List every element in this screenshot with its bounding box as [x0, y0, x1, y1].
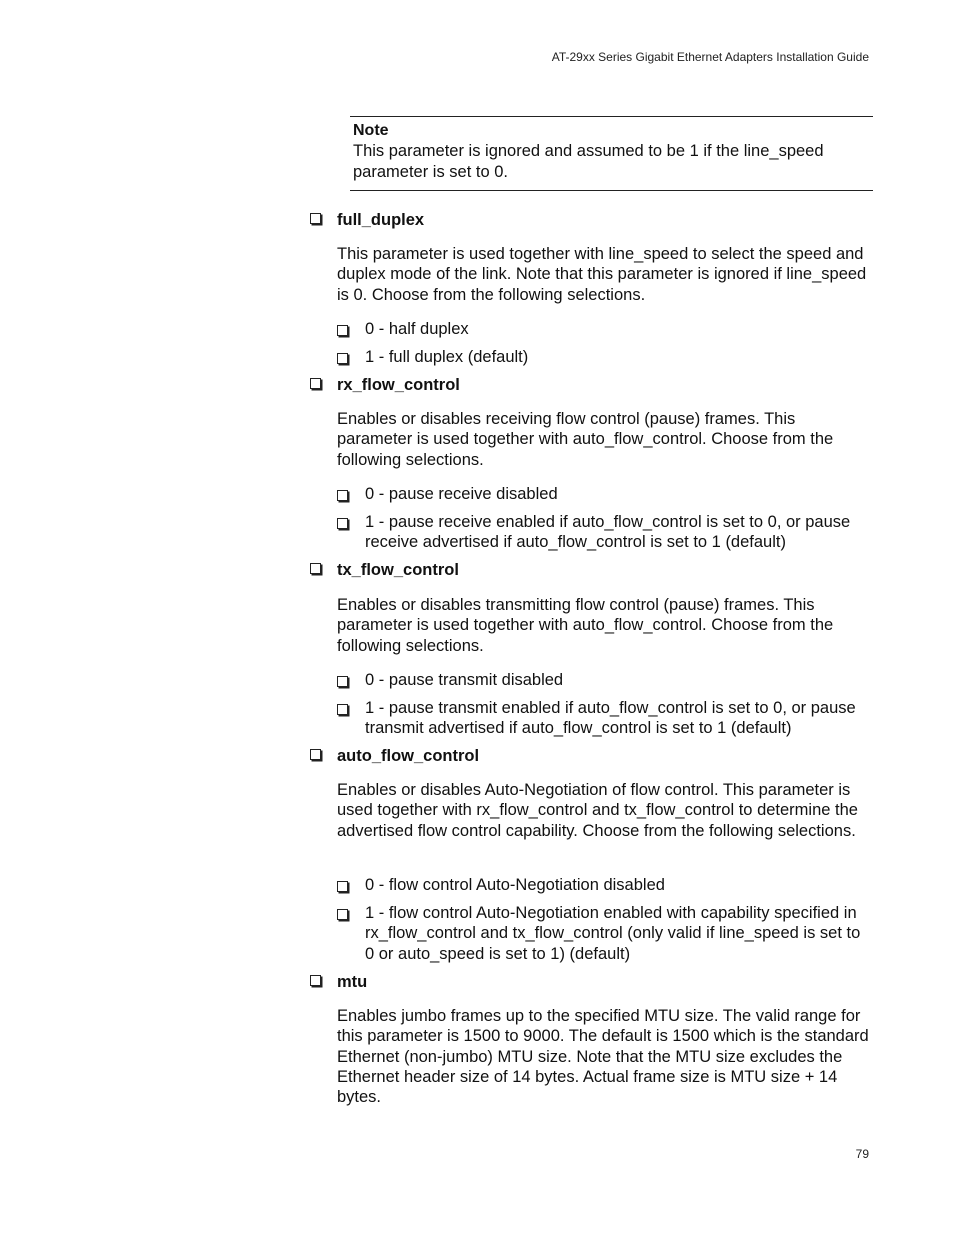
option-text: 1 - pause receive enabled if auto_flow_control is set to 0, or pause receive advertised if auto_flow_control is set to 1 (default) [365, 513, 851, 552]
option-item [337, 698, 870, 739]
param-description: This parameter is used together with line_speed to select the speed and duplex mode of the link. Note that this parameter is ignored if line_speed is 0. Choose from the following selections. [337, 245, 867, 304]
checkbox-bullet-icon [310, 975, 321, 986]
note-text: This parameter is ignored and assumed to be 1 if the line_speed parameter is set to 0. [353, 142, 824, 181]
checkbox-bullet-icon [337, 704, 348, 715]
param-heading-full-duplex [310, 210, 424, 230]
param-heading-mtu [310, 972, 367, 992]
option-item [337, 670, 870, 690]
running-header: AT-29xx Series Gigabit Ethernet Adapters Installation Guide [551, 50, 869, 64]
page-number: 79 [855, 1147, 869, 1161]
checkbox-bullet-icon [337, 518, 348, 529]
option-item [337, 903, 870, 964]
note-box [350, 116, 873, 191]
param-heading-rx-flow-control [310, 375, 460, 395]
checkbox-bullet-icon [310, 213, 321, 224]
checkbox-bullet-icon [337, 881, 348, 892]
option-text: 0 - flow control Auto-Negotiation disabled [365, 876, 665, 894]
checkbox-bullet-icon [337, 909, 348, 920]
param-name: tx_flow_control [337, 561, 459, 579]
param-name: auto_flow_control [337, 747, 480, 765]
option-item [337, 875, 870, 895]
option-text: 1 - full duplex (default) [365, 348, 529, 366]
option-item [337, 484, 870, 504]
option-item [337, 319, 870, 339]
option-text: 0 - pause transmit disabled [365, 671, 564, 689]
checkbox-bullet-icon [337, 676, 348, 687]
option-text: 0 - pause receive disabled [365, 485, 558, 503]
param-name: full_duplex [337, 211, 425, 229]
param-description: Enables or disables receiving flow control (pause) frames. This parameter is used together with auto_flow_control. Choose from the following selections. [337, 410, 834, 469]
param-heading-tx-flow-control [310, 560, 459, 580]
param-description: Enables jumbo frames up to the specified MTU size. The valid range for this parameter is 1500 to 9000. The default is 1500 which is the standard Ethernet (non-jumbo) MTU size. Note that the MTU size excludes the Ethernet header size of 14 bytes. Actual frame size is MTU size + 14 bytes. [337, 1007, 869, 1107]
checkbox-bullet-icon [310, 749, 321, 760]
option-item [337, 347, 870, 367]
option-text: 0 - half duplex [365, 320, 469, 338]
checkbox-bullet-icon [337, 353, 348, 364]
checkbox-bullet-icon [310, 563, 321, 574]
param-name: mtu [337, 973, 368, 991]
option-text: 1 - pause transmit enabled if auto_flow_control is set to 0, or pause transmit advertised if auto_flow_control is set to 1 (default) [365, 699, 856, 738]
param-heading-auto-flow-control [310, 746, 479, 766]
option-item [337, 512, 870, 553]
param-name: rx_flow_control [337, 376, 460, 394]
param-description: Enables or disables Auto-Negotiation of flow control. This parameter is used together with rx_flow_control and tx_flow_control to determine the advertised flow control capability. Choose from the following selections. [337, 781, 858, 840]
checkbox-bullet-icon [337, 490, 348, 501]
checkbox-bullet-icon [310, 378, 321, 389]
note-title: Note [353, 122, 389, 139]
checkbox-bullet-icon [337, 325, 348, 336]
option-text: 1 - flow control Auto-Negotiation enabled with capability specified in rx_flow_control and tx_flow_control (only valid if line_speed is set to 0 or auto_speed is set to 1) (default) [365, 904, 861, 963]
param-description: Enables or disables transmitting flow control (pause) frames. This parameter is used together with auto_flow_control. Choose from the following selections. [337, 596, 834, 655]
